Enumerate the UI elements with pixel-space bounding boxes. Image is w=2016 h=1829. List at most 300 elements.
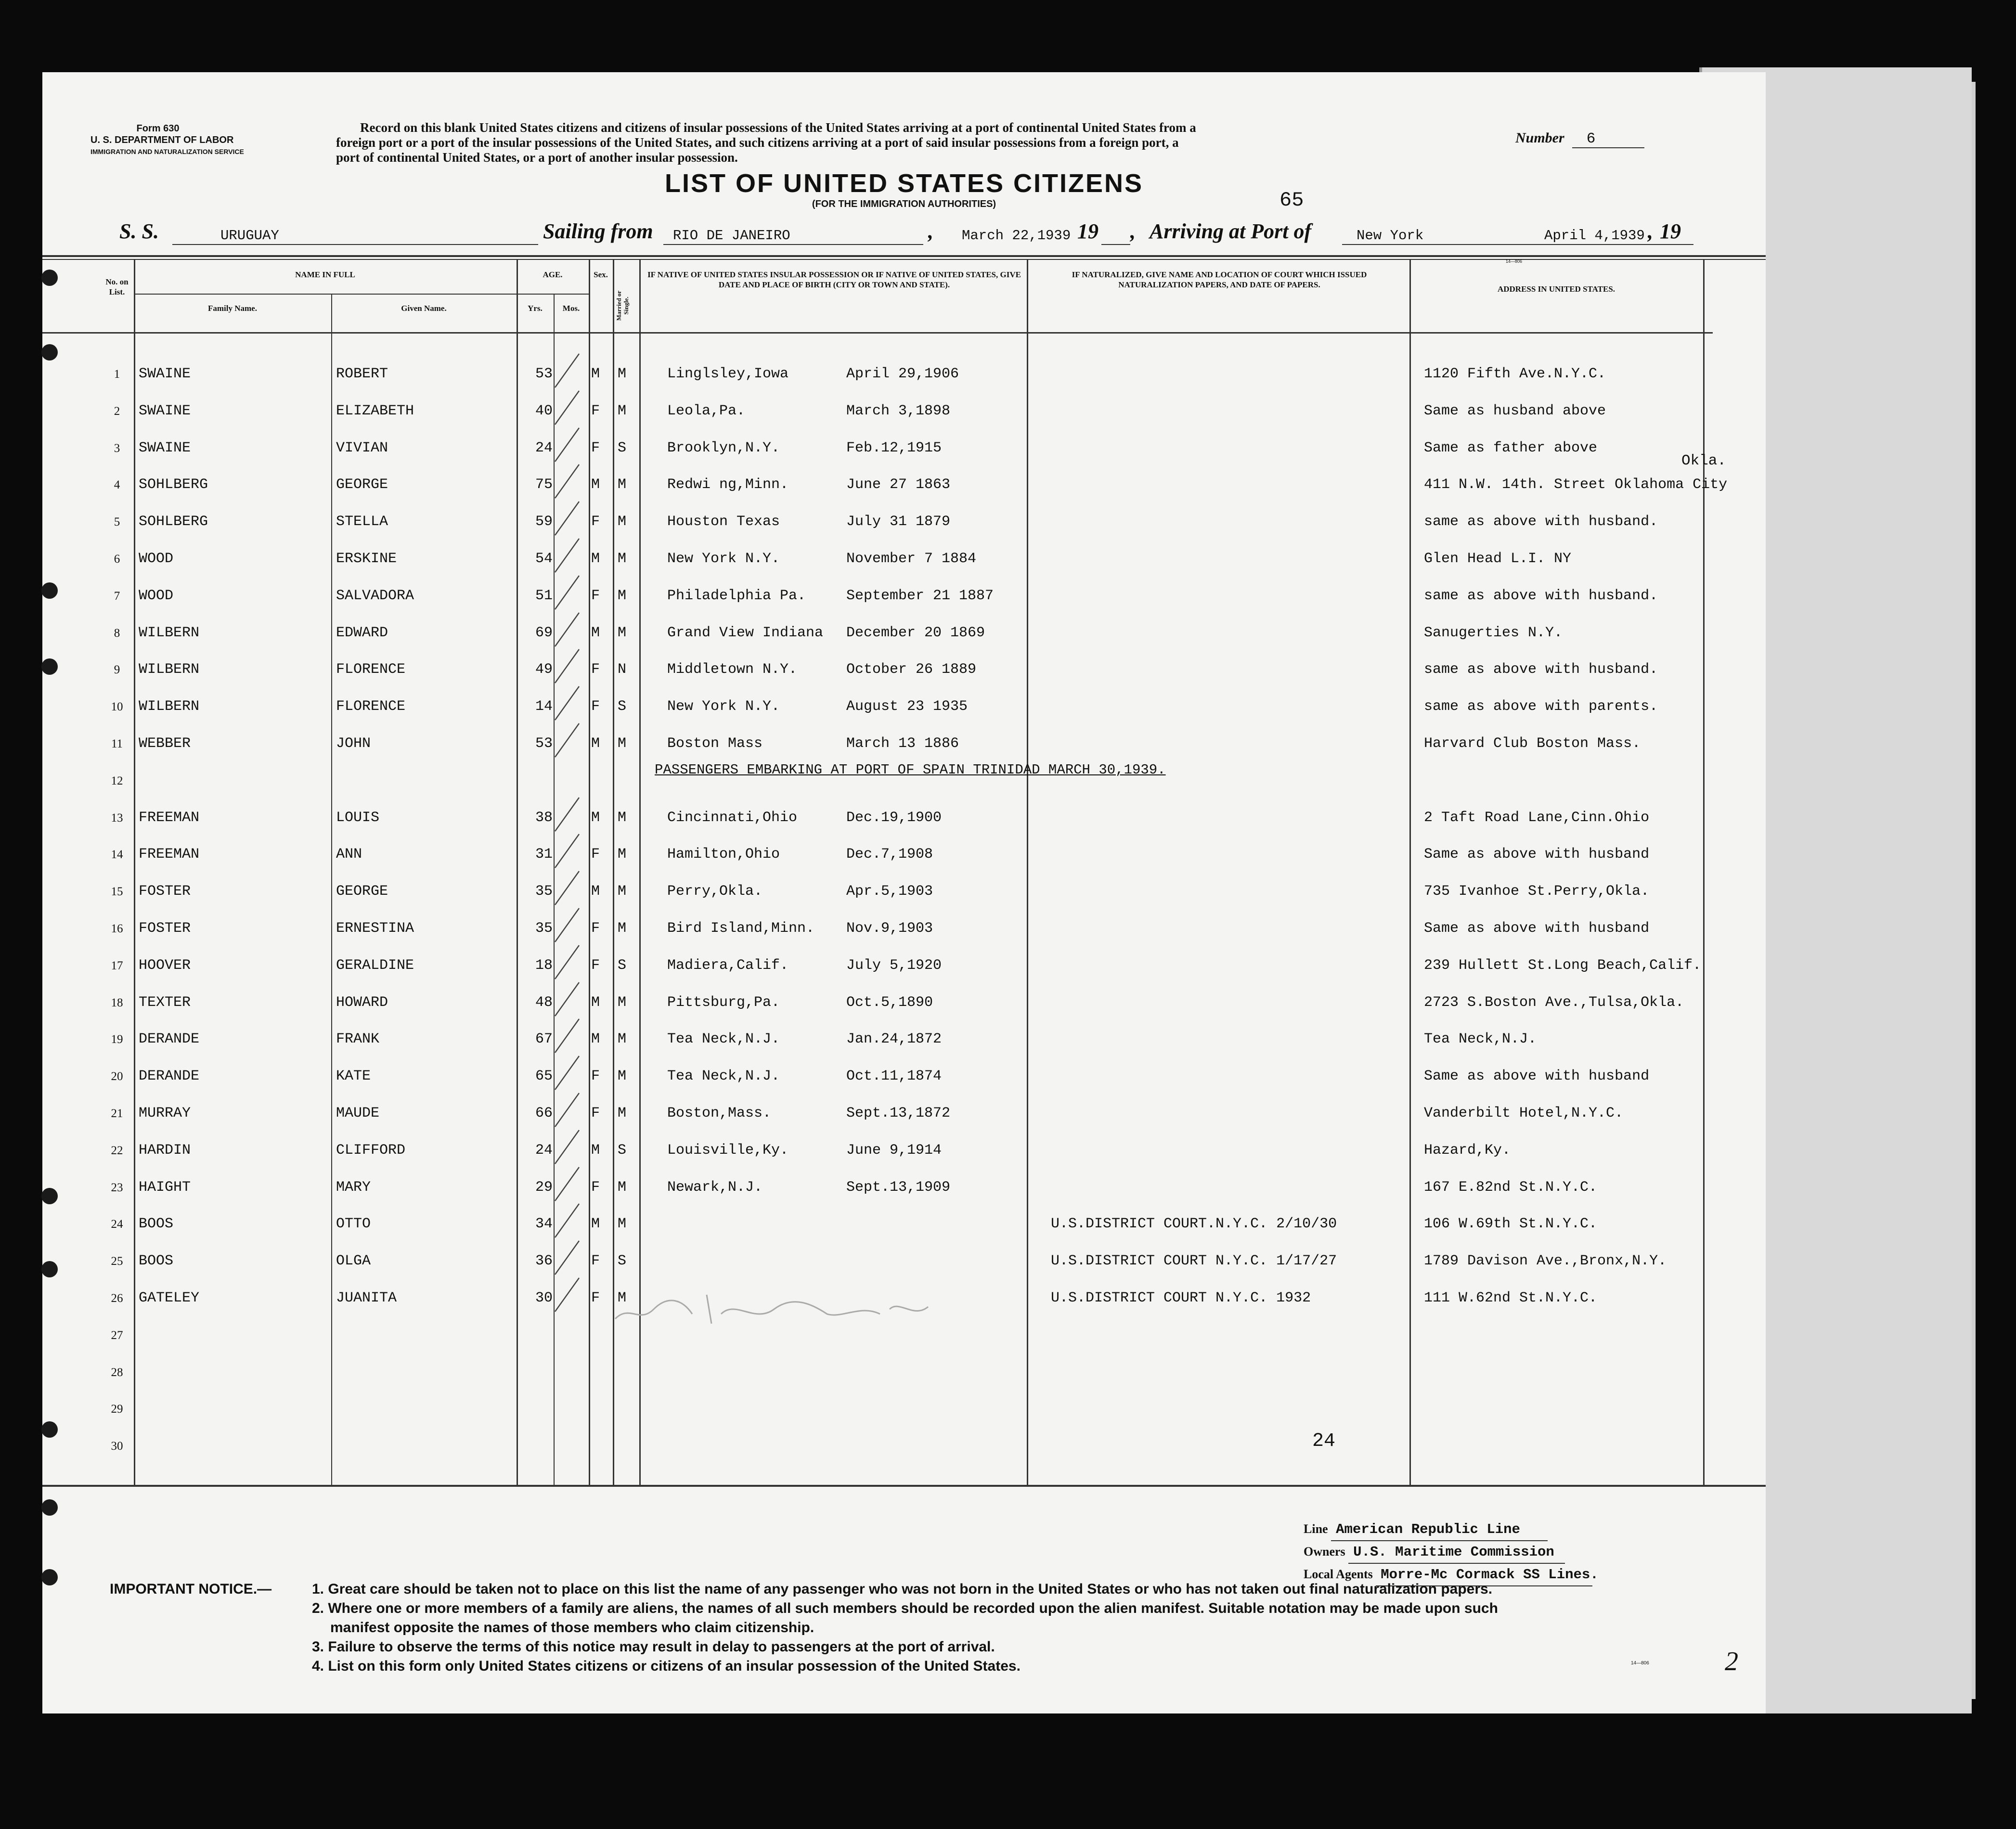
cell-sex: F bbox=[591, 1253, 600, 1270]
intro-line: Record on this blank United States citizens and citizens of insular possessions of the United States arriving at a port of continental United States from a bbox=[360, 120, 1196, 135]
ship-name: URUGUAY bbox=[220, 228, 279, 244]
owners-label: Owners bbox=[1304, 1545, 1345, 1559]
cell-date: March 13 1886 bbox=[846, 735, 959, 752]
cell-place: New York N.Y. bbox=[667, 698, 780, 715]
cell-family: GATELEY bbox=[139, 1290, 200, 1306]
col-native: IF NATIVE OF UNITED STATES INSULAR POSSESSION OR IF NATIVE OF UNITED STATES, GIVE DATE AND PLACE OF BIRTH (CITY OR TOWN AND STATE). bbox=[647, 270, 1021, 289]
signature-scribble bbox=[610, 1285, 947, 1333]
cell-ms: M bbox=[618, 883, 627, 900]
table-row bbox=[42, 694, 1766, 731]
cell-address: 111 W.62nd St.N.Y.C. bbox=[1424, 1290, 1598, 1306]
table-row bbox=[42, 1211, 1766, 1248]
row-number: 22 bbox=[111, 1144, 123, 1157]
cell-place: Linglsley,Iowa bbox=[667, 366, 789, 382]
cell-date: Sept.13,1872 bbox=[846, 1105, 951, 1121]
cell-family: FREEMAN bbox=[139, 846, 200, 863]
cell-family: SWAINE bbox=[139, 439, 191, 456]
col-mos: Mos. bbox=[562, 304, 580, 313]
col-yrs: Yrs. bbox=[528, 304, 543, 313]
cell-ms: M bbox=[618, 1179, 627, 1196]
cell-given: LOUIS bbox=[336, 809, 380, 826]
printer-note: 14—806 bbox=[1506, 259, 1523, 264]
notice-item: manifest opposite the names of those members who claim citizenship. bbox=[330, 1620, 814, 1636]
cell-given: STELLA bbox=[336, 514, 388, 530]
row-number: 15 bbox=[111, 885, 123, 899]
cell-age: 30 bbox=[535, 1290, 553, 1306]
row-number: 24 bbox=[111, 1218, 123, 1231]
table-row bbox=[42, 1396, 1766, 1433]
check-mark-icon bbox=[550, 721, 589, 760]
cell-family: BOOS bbox=[139, 1253, 174, 1270]
cell-given: VIVIAN bbox=[336, 439, 388, 456]
row-number: 21 bbox=[111, 1107, 123, 1120]
cell-sex: M bbox=[591, 1216, 600, 1233]
cell-date: June 9,1914 bbox=[846, 1142, 942, 1159]
cell-family: SOHLBERG bbox=[139, 514, 208, 530]
cell-date: July 31 1879 bbox=[846, 514, 951, 530]
col-sex: Sex. bbox=[594, 270, 608, 279]
sailing-port: RIO DE JANEIRO bbox=[673, 228, 790, 244]
department: U. S. DEPARTMENT OF LABOR bbox=[90, 135, 234, 145]
row-number: 1 bbox=[114, 368, 120, 381]
cell-date: July 5,1920 bbox=[846, 957, 942, 974]
cell-place: Boston Mass bbox=[667, 735, 763, 752]
cell-family: DERANDE bbox=[139, 1068, 200, 1085]
cell-address: 2 Taft Road Lane,Cinn.Ohio bbox=[1424, 809, 1650, 826]
table-row bbox=[42, 472, 1766, 509]
cell-date: Dec.7,1908 bbox=[846, 846, 933, 863]
cell-ms: M bbox=[618, 477, 627, 493]
row-number: 9 bbox=[114, 663, 120, 677]
cell-ms: M bbox=[618, 1105, 627, 1121]
cell-address: Sanugerties N.Y. bbox=[1424, 624, 1563, 641]
row-number: 7 bbox=[114, 589, 120, 603]
cell-place: Newark,N.J. bbox=[667, 1179, 763, 1196]
agents-label: Local Agents bbox=[1304, 1567, 1373, 1581]
check-mark-icon bbox=[550, 1017, 589, 1055]
cell-age: 53 bbox=[535, 735, 553, 752]
number-label: Number bbox=[1515, 130, 1564, 146]
check-mark-icon bbox=[550, 1201, 589, 1240]
cell-ms: M bbox=[618, 994, 627, 1011]
cell-given: OTTO bbox=[336, 1216, 371, 1233]
cell-sex: F bbox=[591, 402, 600, 419]
punch-hole bbox=[41, 1569, 58, 1585]
cell-sex: F bbox=[591, 920, 600, 937]
check-mark-icon bbox=[550, 795, 589, 834]
cell-sex: F bbox=[591, 698, 600, 715]
cell-address: Same as above with husband bbox=[1424, 846, 1650, 863]
cell-age: 75 bbox=[535, 477, 553, 493]
cell-sex: M bbox=[591, 735, 600, 752]
line-info bbox=[1304, 1519, 1599, 1586]
address-annotation: Okla. bbox=[1681, 452, 1727, 469]
table-row bbox=[42, 915, 1766, 953]
cell-family: WOOD bbox=[139, 587, 174, 604]
cell-nat: U.S.DISTRICT COURT.N.Y.C. 2/10/30 bbox=[1051, 1216, 1337, 1233]
cell-address: Glen Head L.I. NY bbox=[1424, 551, 1572, 567]
cell-address: same as above with husband. bbox=[1424, 514, 1658, 530]
cell-sex: F bbox=[591, 1105, 600, 1121]
cell-address: 411 N.W. 14th. Street Oklahoma City bbox=[1424, 477, 1728, 493]
cell-address: 1789 Davison Ave.,Bronx,N.Y. bbox=[1424, 1253, 1667, 1270]
notice-label: IMPORTANT NOTICE.— bbox=[110, 1581, 272, 1597]
row-number: 18 bbox=[111, 996, 123, 1009]
cell-date: Feb.12,1915 bbox=[846, 439, 942, 456]
cell-family: FOSTER bbox=[139, 920, 191, 937]
row-number: 19 bbox=[111, 1033, 123, 1046]
page-title: LIST OF UNITED STATES CITIZENS bbox=[665, 169, 1143, 198]
row-number: 14 bbox=[111, 848, 123, 862]
cell-family: SWAINE bbox=[139, 402, 191, 419]
cell-given: HOWARD bbox=[336, 994, 388, 1011]
row-number: 13 bbox=[111, 811, 123, 824]
cell-sex: M bbox=[591, 551, 600, 567]
table-bottom-rule bbox=[42, 1485, 1766, 1487]
table-row bbox=[42, 805, 1766, 842]
check-mark-icon bbox=[550, 573, 589, 612]
notice-item: 3. Failure to observe the terms of this notice may result in delay to passengers at the port of arrival. bbox=[312, 1639, 995, 1655]
table-row bbox=[42, 1433, 1766, 1470]
col-naturalized: IF NATURALIZED, GIVE NAME AND LOCATION OF COURT WHICH ISSUED NATURALIZATION PAPERS, AND DATE OF PAPERS. bbox=[1072, 270, 1367, 289]
cell-given: FLORENCE bbox=[336, 698, 406, 715]
cell-address: 1120 Fifth Ave.N.Y.C. bbox=[1424, 366, 1606, 382]
cell-date: Apr.5,1903 bbox=[846, 883, 933, 900]
row-number: 29 bbox=[111, 1403, 123, 1416]
table-row bbox=[42, 583, 1766, 620]
punch-hole bbox=[41, 1499, 58, 1516]
punch-hole bbox=[41, 344, 58, 361]
intro-line: port of continental United States, or a port of another insular possession. bbox=[336, 150, 738, 165]
cell-age: 59 bbox=[535, 514, 553, 530]
margin-mark: 2 bbox=[1725, 1647, 1738, 1676]
check-mark-icon bbox=[550, 536, 589, 575]
page-subtitle: (FOR THE IMMIGRATION AUTHORITIES) bbox=[812, 199, 996, 209]
row-number: 23 bbox=[111, 1181, 123, 1194]
cell-given: FLORENCE bbox=[336, 661, 406, 678]
cell-place: Tea Neck,N.J. bbox=[667, 1031, 780, 1048]
cell-sex: F bbox=[591, 514, 600, 530]
cell-age: 14 bbox=[535, 698, 553, 715]
cell-address: Same as husband above bbox=[1424, 402, 1606, 419]
cell-given: JOHN bbox=[336, 735, 371, 752]
col-age: AGE. bbox=[543, 270, 563, 279]
check-mark-icon bbox=[550, 499, 589, 538]
cell-age: 35 bbox=[535, 883, 553, 900]
notice-item: 4. List on this form only United States citizens or citizens of an insular possession of the United States. bbox=[312, 1658, 1021, 1674]
line-label: Line bbox=[1304, 1522, 1328, 1536]
cell-place: Bird Island,Minn. bbox=[667, 920, 815, 937]
cell-place: Redwi ng,Minn. bbox=[667, 477, 789, 493]
cell-given: KATE bbox=[336, 1068, 371, 1085]
cell-address: same as above with husband. bbox=[1424, 661, 1658, 678]
cell-sex: M bbox=[591, 624, 600, 641]
cell-place: Madiera,Calif. bbox=[667, 957, 789, 974]
cell-place: Tea Neck,N.J. bbox=[667, 1068, 780, 1085]
cell-age: 49 bbox=[535, 661, 553, 678]
cell-place: Brooklyn,N.Y. bbox=[667, 439, 780, 456]
cell-ms: M bbox=[618, 1216, 627, 1233]
cell-address: 106 W.69th St.N.Y.C. bbox=[1424, 1216, 1598, 1233]
cell-given: ANN bbox=[336, 846, 362, 863]
arriving-year-suffix: 19 bbox=[1660, 219, 1681, 243]
cell-ms: M bbox=[618, 1290, 627, 1306]
voyage-line: S. S. URUGUAY Sailing from RIO DE JANEIRO , March 22,1939 19 , Arriving at Port of New York April 4,1939 , 19 bbox=[119, 219, 1708, 248]
cell-age: 34 bbox=[535, 1216, 553, 1233]
cell-place: Middletown N.Y. bbox=[667, 661, 798, 678]
cell-given: EDWARD bbox=[336, 624, 388, 641]
cell-age: 18 bbox=[535, 957, 553, 974]
cell-given: ERSKINE bbox=[336, 551, 397, 567]
manifest-page bbox=[42, 72, 1766, 1713]
cell-age: 69 bbox=[535, 624, 553, 641]
cell-address: Vanderbilt Hotel,N.Y.C. bbox=[1424, 1105, 1624, 1121]
form-number: Form 630 bbox=[136, 123, 180, 134]
table-row bbox=[42, 435, 1766, 472]
cell-age: 36 bbox=[535, 1253, 553, 1270]
stamp-number: 65 bbox=[1279, 189, 1304, 212]
table-row bbox=[42, 1359, 1766, 1396]
cell-given: ELIZABETH bbox=[336, 402, 414, 419]
cell-ms: M bbox=[618, 551, 627, 567]
cell-age: 24 bbox=[535, 439, 553, 456]
cell-place: Houston Texas bbox=[667, 514, 780, 530]
cell-place: Hamilton,Ohio bbox=[667, 846, 780, 863]
cell-place: Pittsburg,Pa. bbox=[667, 994, 780, 1011]
table-row bbox=[42, 509, 1766, 546]
cell-sex: F bbox=[591, 1290, 600, 1306]
table-row bbox=[42, 1174, 1766, 1211]
check-mark-icon bbox=[550, 1054, 589, 1092]
row-number: 20 bbox=[111, 1070, 123, 1083]
cell-ms: M bbox=[618, 402, 627, 419]
cell-given: ERNESTINA bbox=[336, 920, 414, 937]
line-value: American Republic Line bbox=[1331, 1519, 1548, 1541]
cell-ms: S bbox=[618, 698, 627, 715]
notice-item: 2. Where one or more members of a family are aliens, the names of all such members should be recorded upon the alien manifest. Suitable notation may be made upon such bbox=[312, 1600, 1498, 1616]
cell-given: MARY bbox=[336, 1179, 371, 1196]
table-row bbox=[42, 1100, 1766, 1137]
cell-family: BOOS bbox=[139, 1216, 174, 1233]
cell-family: SWAINE bbox=[139, 366, 191, 382]
cell-sex: F bbox=[591, 587, 600, 604]
cell-given: ROBERT bbox=[336, 366, 388, 382]
row-number: 12 bbox=[111, 774, 123, 787]
cell-date: June 27 1863 bbox=[846, 477, 951, 493]
arriving-label: Arriving at Port of bbox=[1150, 219, 1312, 243]
col-name-in-full: NAME IN FULL bbox=[295, 270, 355, 279]
cell-sex: F bbox=[591, 846, 600, 863]
arriving-port: New York bbox=[1357, 228, 1424, 244]
cell-sex: M bbox=[591, 809, 600, 826]
row-number: 4 bbox=[114, 478, 120, 492]
cell-place: New York N.Y. bbox=[667, 551, 780, 567]
cell-ms: M bbox=[618, 1068, 627, 1085]
check-mark-icon bbox=[550, 1091, 589, 1129]
cell-ms: M bbox=[618, 366, 627, 382]
cell-ms: N bbox=[618, 661, 627, 678]
cell-given: CLIFFORD bbox=[336, 1142, 406, 1159]
cell-given: FRANK bbox=[336, 1031, 380, 1048]
service: IMMIGRATION AND NATURALIZATION SERVICE bbox=[90, 148, 244, 155]
row-number: 16 bbox=[111, 922, 123, 935]
table-row bbox=[42, 1137, 1766, 1174]
cell-address: same as above with husband. bbox=[1424, 587, 1658, 604]
check-mark-icon bbox=[550, 943, 589, 981]
table-row bbox=[42, 657, 1766, 694]
cell-nat: U.S.DISTRICT COURT N.Y.C. 1932 bbox=[1051, 1290, 1311, 1306]
row-number: 27 bbox=[111, 1328, 123, 1342]
cell-given: JUANITA bbox=[336, 1290, 397, 1306]
cell-date: April 29,1906 bbox=[846, 366, 959, 382]
cell-address: same as above with parents. bbox=[1424, 698, 1658, 715]
ss-label: S. S. bbox=[119, 219, 159, 243]
table-row bbox=[42, 1248, 1766, 1285]
cell-date: September 21 1887 bbox=[846, 587, 994, 604]
sailing-label: Sailing from bbox=[543, 219, 653, 243]
cell-sex: M bbox=[591, 366, 600, 382]
cell-family: FOSTER bbox=[139, 883, 191, 900]
cell-family: WILBERN bbox=[139, 698, 200, 715]
cell-age: 48 bbox=[535, 994, 553, 1011]
cell-given: SALVADORA bbox=[336, 587, 414, 604]
cell-age: 38 bbox=[535, 809, 553, 826]
row-number: 2 bbox=[114, 404, 120, 418]
cell-date: August 23 1935 bbox=[846, 698, 968, 715]
cell-address: 735 Ivanhoe St.Perry,Okla. bbox=[1424, 883, 1650, 900]
cell-given: GEORGE bbox=[336, 477, 388, 493]
cell-family: WILBERN bbox=[139, 624, 200, 641]
cell-date: December 20 1869 bbox=[846, 624, 985, 641]
notice-list bbox=[312, 1580, 1498, 1676]
owners-value: U.S. Maritime Commission bbox=[1348, 1542, 1565, 1564]
form-info bbox=[90, 123, 244, 157]
cell-family: TEXTER bbox=[139, 994, 191, 1011]
col-no: No. on List. bbox=[105, 277, 129, 296]
cell-age: 40 bbox=[535, 402, 553, 419]
cell-sex: M bbox=[591, 1031, 600, 1048]
cell-place: Grand View Indiana bbox=[667, 624, 824, 641]
cell-age: 51 bbox=[535, 587, 553, 604]
cell-date: Oct.5,1890 bbox=[846, 994, 933, 1011]
table-row bbox=[42, 1063, 1766, 1100]
cell-date: Oct.11,1874 bbox=[846, 1068, 942, 1085]
table-row bbox=[42, 1026, 1766, 1063]
row-number: 17 bbox=[111, 959, 123, 972]
cell-family: DERANDE bbox=[139, 1031, 200, 1048]
cell-address: Same as above with husband bbox=[1424, 1068, 1650, 1085]
form-code: 14—806 bbox=[1631, 1661, 1649, 1666]
sailing-year-suffix: 19 bbox=[1077, 219, 1098, 243]
row-number: 28 bbox=[111, 1365, 123, 1379]
check-mark-icon bbox=[550, 351, 589, 390]
table-row bbox=[42, 620, 1766, 657]
table-row bbox=[42, 841, 1766, 878]
cell-sex: F bbox=[591, 957, 600, 974]
cell-address: Hazard,Ky. bbox=[1424, 1142, 1511, 1159]
cell-family: HAIGHT bbox=[139, 1179, 191, 1196]
cell-date: Nov.9,1903 bbox=[846, 920, 933, 937]
cell-place: Boston,Mass. bbox=[667, 1105, 772, 1121]
check-mark-icon bbox=[550, 1128, 589, 1166]
check-mark-icon bbox=[550, 462, 589, 501]
cell-ms: S bbox=[618, 1253, 627, 1270]
table-row bbox=[42, 361, 1766, 398]
cell-age: 67 bbox=[535, 1031, 553, 1048]
cell-sex: F bbox=[591, 661, 600, 678]
sailing-date: March 22,1939 bbox=[962, 228, 1071, 244]
cell-ms: M bbox=[618, 1031, 627, 1048]
agents-value: Morre-Mc Cormack SS Lines. bbox=[1376, 1564, 1592, 1586]
cell-address: 167 E.82nd St.N.Y.C. bbox=[1424, 1179, 1598, 1196]
check-mark-icon bbox=[550, 647, 589, 685]
cell-sex: F bbox=[591, 1179, 600, 1196]
check-mark-icon bbox=[550, 832, 589, 870]
cell-date: November 7 1884 bbox=[846, 551, 977, 567]
cell-sex: M bbox=[591, 994, 600, 1011]
cell-given: OLGA bbox=[336, 1253, 371, 1270]
table-row bbox=[42, 398, 1766, 435]
table-row bbox=[42, 546, 1766, 583]
notice-item: 1. Great care should be taken not to place on this list the name of any passenger who was not born in the United States or who has not taken out final naturalization papers. bbox=[312, 1581, 1493, 1597]
cell-ms: S bbox=[618, 439, 627, 456]
check-mark-icon bbox=[550, 980, 589, 1018]
row-number: 3 bbox=[114, 441, 120, 455]
cell-age: 24 bbox=[535, 1142, 553, 1159]
cell-family: WEBBER bbox=[139, 735, 191, 752]
cell-ms: M bbox=[618, 846, 627, 863]
cell-nat: U.S.DISTRICT COURT N.Y.C. 1/17/27 bbox=[1051, 1253, 1337, 1270]
check-mark-icon bbox=[550, 1275, 589, 1314]
table-row bbox=[42, 878, 1766, 915]
cell-family: HOOVER bbox=[139, 957, 191, 974]
row-number: 25 bbox=[111, 1255, 123, 1268]
cell-address: Same as father above bbox=[1424, 439, 1598, 456]
row-number: 8 bbox=[114, 626, 120, 640]
cell-ms: M bbox=[618, 735, 627, 752]
cell-place: Philadelphia Pa. bbox=[667, 587, 806, 604]
cell-ms: S bbox=[618, 957, 627, 974]
cell-given: GERALDINE bbox=[336, 957, 414, 974]
col-given-name: Given Name. bbox=[401, 304, 447, 313]
cell-date: March 3,1898 bbox=[846, 402, 951, 419]
cell-age: 31 bbox=[535, 846, 553, 863]
embark-note: PASSENGERS EMBARKING AT PORT OF SPAIN TRINIDAD MARCH 30,1939. bbox=[655, 762, 1166, 778]
table-top-rule bbox=[42, 255, 1766, 257]
col-family-name: Family Name. bbox=[208, 304, 257, 313]
header-bottom-rule bbox=[42, 332, 1713, 334]
number-value: 6 bbox=[1572, 130, 1644, 148]
cell-family: WOOD bbox=[139, 551, 174, 567]
cell-family: MURRAY bbox=[139, 1105, 191, 1121]
row-number: 11 bbox=[111, 737, 123, 750]
cell-age: 54 bbox=[535, 551, 553, 567]
intro-line: foreign port or a port of the insular possessions of the United States, and such citizens arriving at a port of said insular possessions from a foreign port, a bbox=[336, 135, 1179, 150]
check-mark-icon bbox=[550, 1238, 589, 1277]
intro-text bbox=[336, 120, 1196, 165]
check-mark-icon bbox=[550, 425, 589, 464]
row-number: 30 bbox=[111, 1440, 123, 1453]
row-number: 10 bbox=[111, 700, 123, 714]
row-number: 5 bbox=[114, 515, 120, 529]
check-mark-icon bbox=[550, 388, 589, 427]
check-mark-icon bbox=[550, 1165, 589, 1203]
cell-family: SOHLBERG bbox=[139, 477, 208, 493]
cell-ms: M bbox=[618, 624, 627, 641]
cell-sex: F bbox=[591, 439, 600, 456]
page-stamp: 24 bbox=[1312, 1430, 1336, 1452]
col-married-single: Married or Single. bbox=[615, 290, 630, 321]
